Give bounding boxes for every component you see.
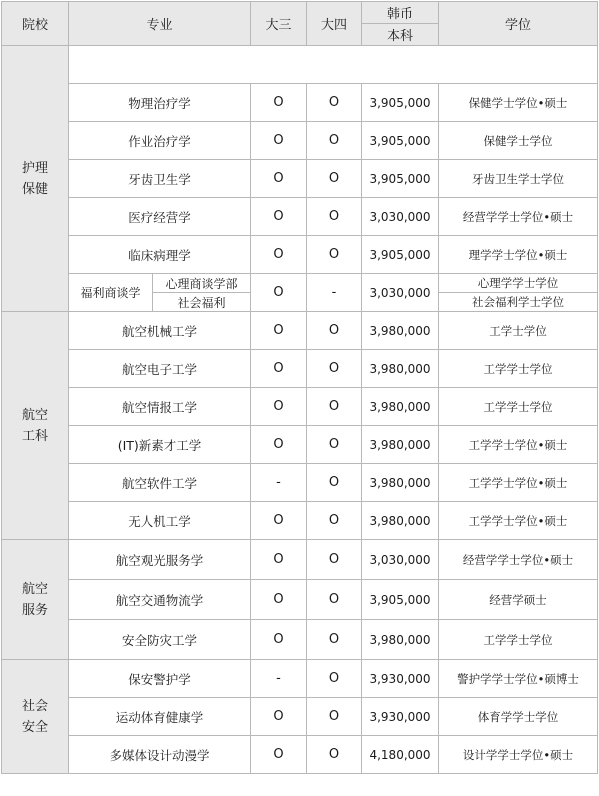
table-row <box>2 540 598 580</box>
table-row <box>2 236 598 274</box>
major-cell: 航空交通物流学 <box>69 580 251 620</box>
year3-cell: - <box>251 464 307 502</box>
year4-cell: O <box>307 698 362 736</box>
degree-cell: 工学学士学位 <box>439 388 598 426</box>
major-cell: 无人机工学 <box>69 502 251 540</box>
year4-cell: O <box>307 122 362 160</box>
year4-cell: O <box>307 502 362 540</box>
major-cell: 多媒体设计动漫学 <box>69 736 251 774</box>
school-name-line: 社会 <box>21 698 48 714</box>
degree-cell: 工学学士学位 <box>439 620 598 660</box>
school-name-line: 护理 <box>21 160 48 176</box>
year3-cell: O <box>251 388 307 426</box>
table-row <box>2 502 598 540</box>
year4-cell: O <box>307 580 362 620</box>
major-cell: 运动体育健康学 <box>69 698 251 736</box>
school-name-line: 航空 <box>21 407 48 423</box>
fee-cell: 3,980,000 <box>362 388 439 426</box>
year4-cell: O <box>307 198 362 236</box>
table-row <box>2 312 598 350</box>
welfare-sub-cell: 心理商谈学部 <box>153 274 251 293</box>
blank-row <box>69 46 598 84</box>
school-cell <box>2 660 69 774</box>
school-name-line: 服务 <box>21 602 48 618</box>
fee-cell: 3,980,000 <box>362 620 439 660</box>
degree-cell: 工学学士学位•硕士 <box>439 426 598 464</box>
header-school: 院校 <box>2 2 69 46</box>
degree-cell: 心理学学士学位 <box>439 274 598 293</box>
degree-cell: 工学学士学位•硕士 <box>439 502 598 540</box>
fee-cell: 3,980,000 <box>362 502 439 540</box>
year4-cell: O <box>307 350 362 388</box>
fee-cell: 3,030,000 <box>362 198 439 236</box>
degree-cell: 工学学士学位 <box>439 350 598 388</box>
table-row <box>2 350 598 388</box>
school-cell <box>2 46 69 312</box>
table-row <box>2 388 598 426</box>
table-row <box>2 122 598 160</box>
major-cell: 物理治疗学 <box>69 84 251 122</box>
school-cell <box>2 540 69 660</box>
degree-cell: 社会福利学士学位 <box>439 293 598 312</box>
school-name-line: 航空 <box>21 581 48 597</box>
year3-cell: O <box>251 84 307 122</box>
year3-cell: O <box>251 502 307 540</box>
table-row <box>2 464 598 502</box>
year4-cell: O <box>307 660 362 698</box>
header-year4: 大四 <box>307 2 362 46</box>
header-major: 专业 <box>69 2 251 46</box>
welfare-major-cell: 福利商谈学 <box>69 274 153 312</box>
fee-cell: 3,030,000 <box>362 274 439 312</box>
year4-cell: O <box>307 160 362 198</box>
year4-cell: O <box>307 388 362 426</box>
major-cell: 航空情报工学 <box>69 388 251 426</box>
degree-cell: 理学学士学位•硕士 <box>439 236 598 274</box>
welfare-sub-cell: 社会福利 <box>153 293 251 312</box>
degree-cell: 工学士学位 <box>439 312 598 350</box>
table-row <box>2 660 598 698</box>
major-cell: 安全防灾工学 <box>69 620 251 660</box>
fee-cell: 3,930,000 <box>362 698 439 736</box>
fee-cell: 3,980,000 <box>362 312 439 350</box>
year3-cell: O <box>251 736 307 774</box>
year3-cell: O <box>251 540 307 580</box>
fee-cell: 3,980,000 <box>362 426 439 464</box>
year3-cell: O <box>251 350 307 388</box>
year3-cell: O <box>251 236 307 274</box>
year3-cell: O <box>251 312 307 350</box>
year3-cell: O <box>251 426 307 464</box>
degree-cell: 保健学士学位 <box>439 122 598 160</box>
table-row <box>2 736 598 774</box>
year4-cell: O <box>307 736 362 774</box>
table-row <box>2 274 598 293</box>
fee-cell: 3,905,000 <box>362 84 439 122</box>
year3-cell: O <box>251 580 307 620</box>
major-cell: (IT)新素才工学 <box>69 426 251 464</box>
year3-cell: O <box>251 620 307 660</box>
fee-cell: 3,905,000 <box>362 580 439 620</box>
year3-cell: - <box>251 660 307 698</box>
major-cell: 医疗经营学 <box>69 198 251 236</box>
year4-cell: O <box>307 620 362 660</box>
school-name-line: 安全 <box>21 719 48 735</box>
year4-cell: O <box>307 84 362 122</box>
table-row <box>2 160 598 198</box>
table-row <box>2 620 598 660</box>
degree-cell: 体育学学士学位 <box>439 698 598 736</box>
table-row <box>2 698 598 736</box>
fee-cell: 4,180,000 <box>362 736 439 774</box>
table-row <box>2 426 598 464</box>
year3-cell: O <box>251 160 307 198</box>
school-name-line: 工科 <box>21 428 48 444</box>
year4-cell: O <box>307 312 362 350</box>
year3-cell: O <box>251 198 307 236</box>
fee-cell: 3,030,000 <box>362 540 439 580</box>
major-cell: 航空电子工学 <box>69 350 251 388</box>
degree-cell: 经营学硕士 <box>439 580 598 620</box>
major-cell: 航空机械工学 <box>69 312 251 350</box>
year3-cell: O <box>251 698 307 736</box>
fee-cell: 3,980,000 <box>362 350 439 388</box>
fee-cell: 3,980,000 <box>362 464 439 502</box>
header-year3: 大三 <box>251 2 307 46</box>
degree-cell: 经营学学士学位•硕士 <box>439 540 598 580</box>
school-cell <box>2 312 69 540</box>
fee-cell: 3,905,000 <box>362 236 439 274</box>
year3-cell: O <box>251 122 307 160</box>
degree-cell: 经营学学士学位•硕士 <box>439 198 598 236</box>
fee-cell: 3,930,000 <box>362 660 439 698</box>
year4-cell: - <box>307 274 362 312</box>
major-cell: 牙齿卫生学 <box>69 160 251 198</box>
year4-cell: O <box>307 426 362 464</box>
degree-cell: 工学学士学位•硕士 <box>439 464 598 502</box>
table-row <box>2 198 598 236</box>
header-fee-currency: 韩币 <box>362 2 439 24</box>
table-row <box>2 84 598 122</box>
major-cell: 航空软件工学 <box>69 464 251 502</box>
fee-cell: 3,905,000 <box>362 160 439 198</box>
degree-cell: 保健学士学位•硕士 <box>439 84 598 122</box>
major-cell: 临床病理学 <box>69 236 251 274</box>
major-cell: 保安警护学 <box>69 660 251 698</box>
year4-cell: O <box>307 464 362 502</box>
header-degree: 学位 <box>439 2 598 46</box>
tuition-table <box>1 1 598 774</box>
degree-cell: 牙齿卫生学士学位 <box>439 160 598 198</box>
year3-cell: O <box>251 274 307 312</box>
year4-cell: O <box>307 540 362 580</box>
table-row <box>2 580 598 620</box>
year4-cell: O <box>307 236 362 274</box>
fee-cell: 3,905,000 <box>362 122 439 160</box>
degree-cell: 设计学学士学位•硕士 <box>439 736 598 774</box>
header-fee-level: 本科 <box>362 24 439 46</box>
major-cell: 航空观光服务学 <box>69 540 251 580</box>
school-name-line: 保健 <box>21 181 48 197</box>
degree-cell: 警护学学士学位•硕博士 <box>439 660 598 698</box>
major-cell: 作业治疗学 <box>69 122 251 160</box>
